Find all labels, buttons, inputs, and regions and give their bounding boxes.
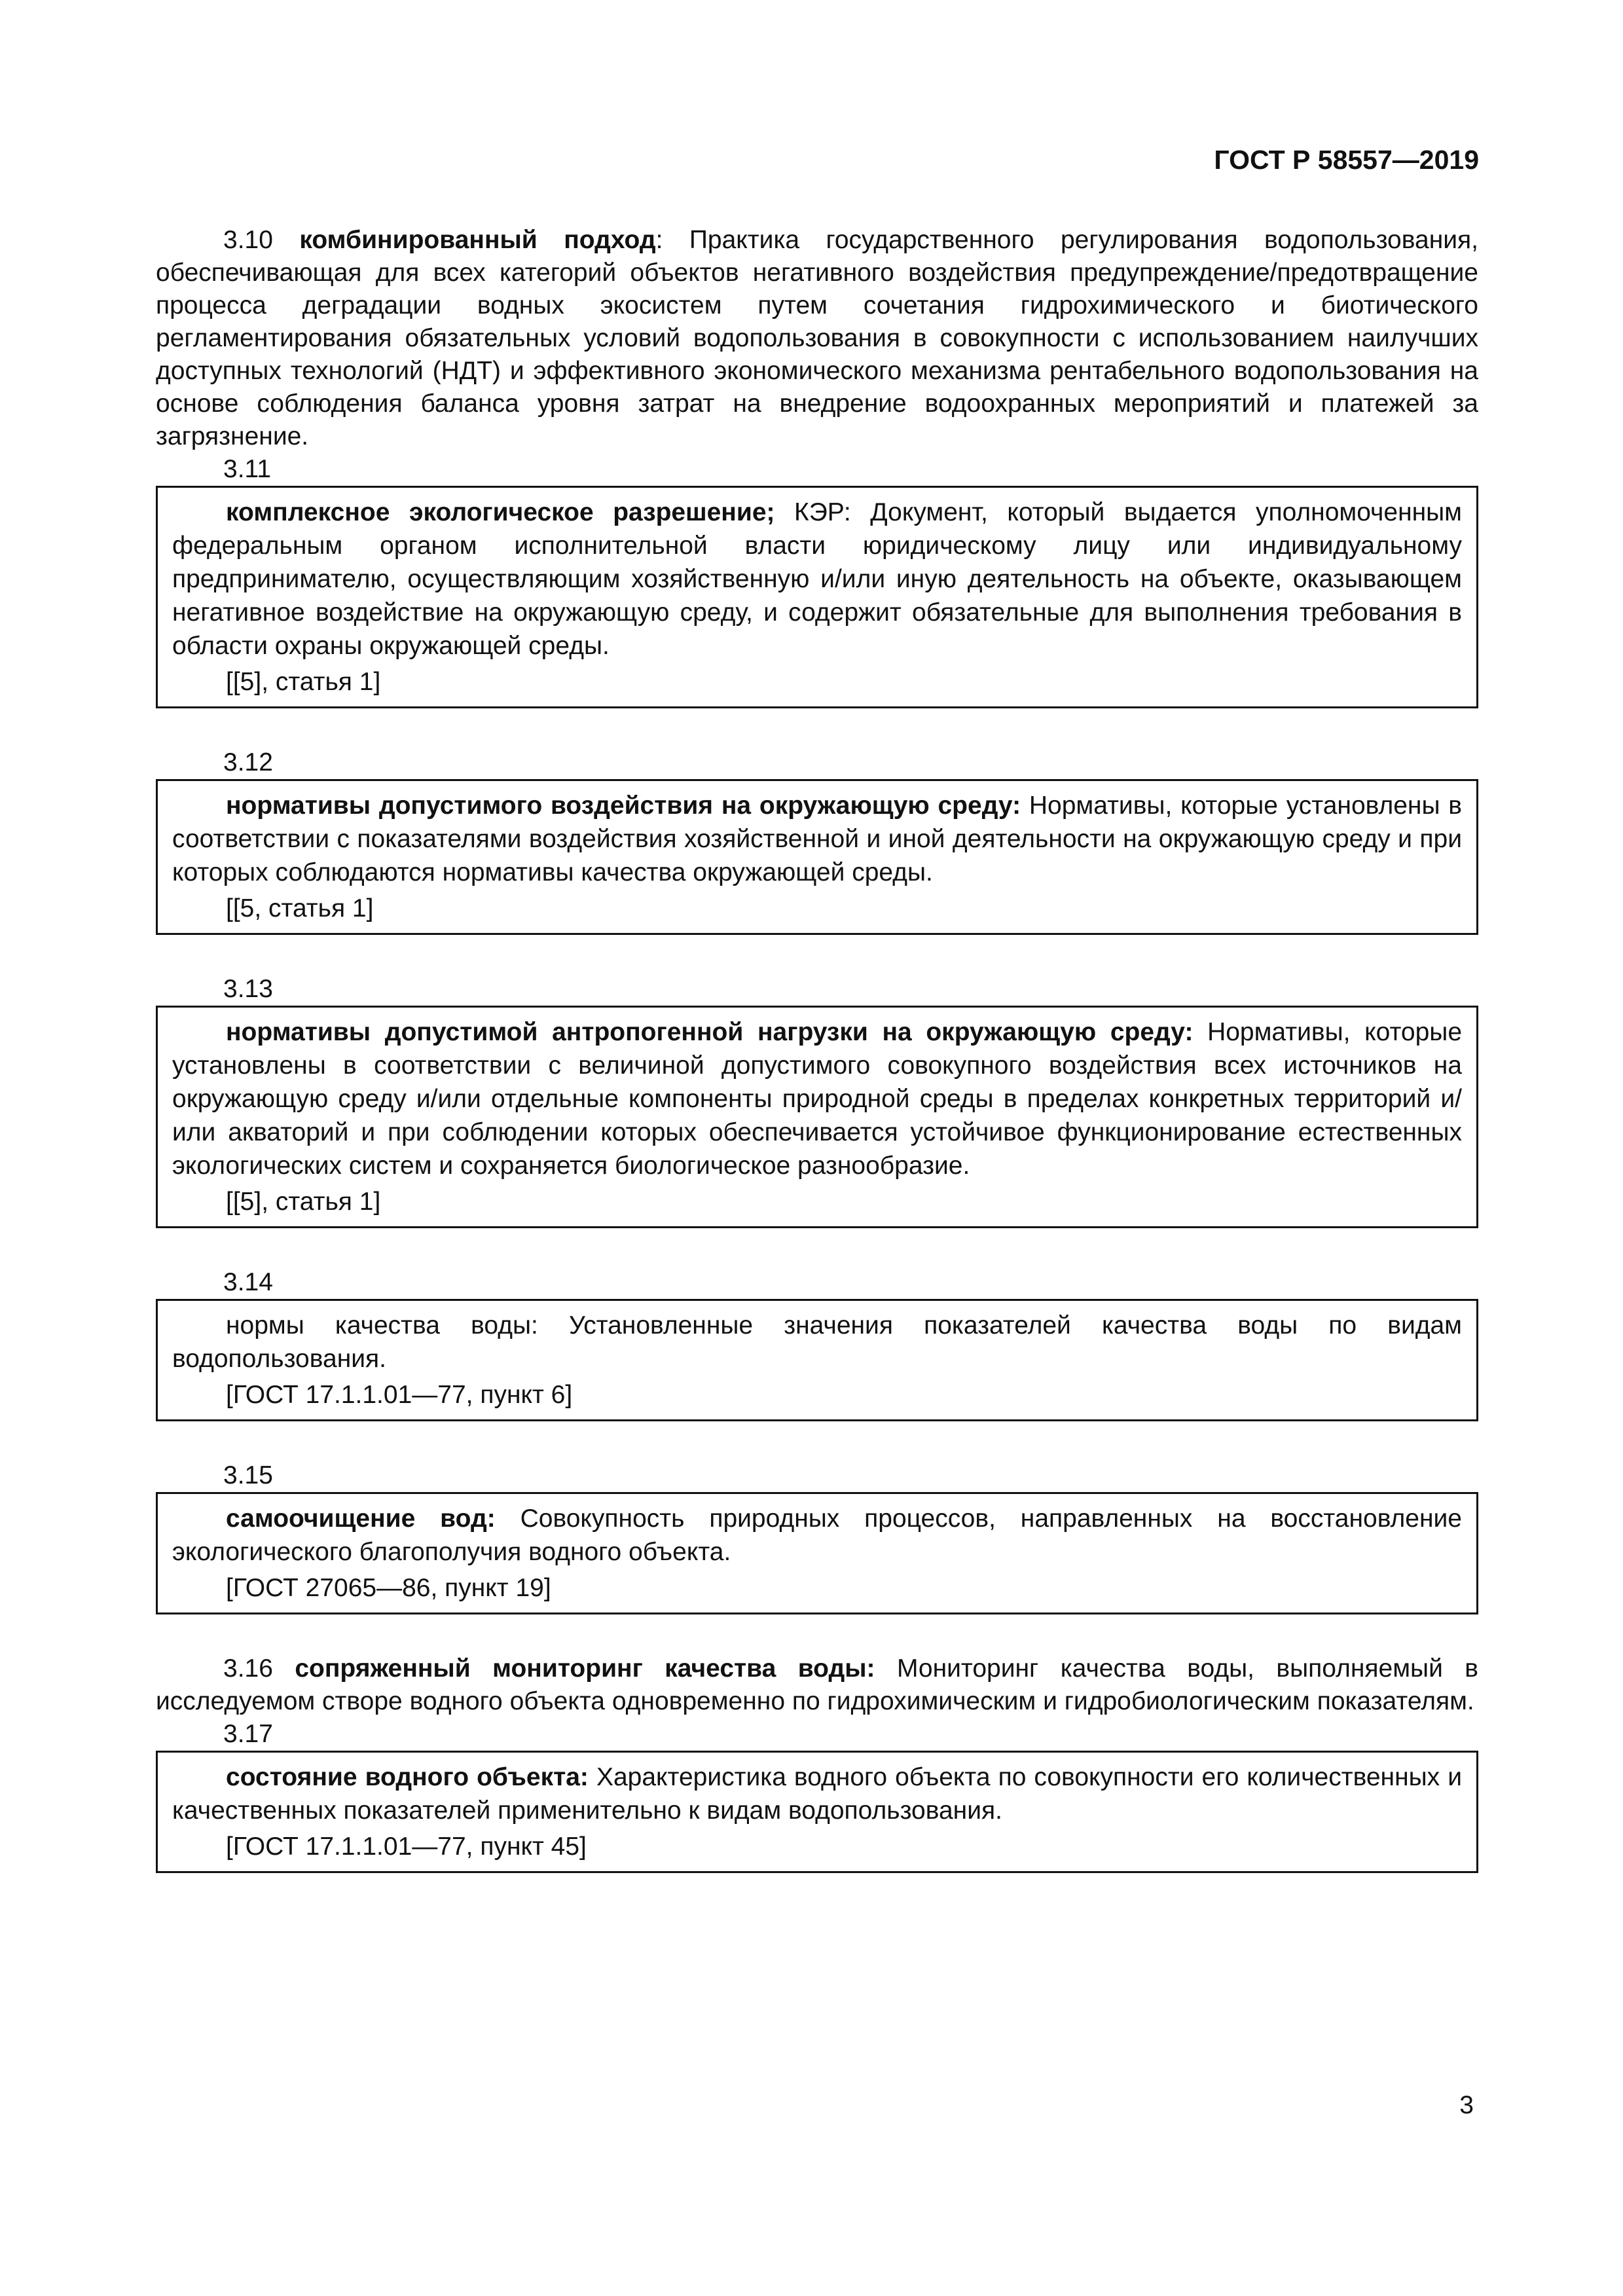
terms-section [156,224,1478,1873]
term-title: сопряженный мониторинг качества воды: [295,1654,875,1683]
term-3-16 [156,1652,1478,1718]
term-source: [ГОСТ 17.1.1.01—77, пункт 45] [226,1832,587,1861]
term-box-3-15 [156,1492,1478,1614]
term-source: [ГОСТ 17.1.1.01—77, пункт 6] [226,1381,573,1409]
term-title: комплексное экологическое разрешение; [226,498,775,526]
term-number-3-15: 3.15 [223,1461,273,1489]
term-definition: нормы качества воды: Установленные значения показателей качества воды по видам водопользования. [172,1311,1462,1373]
term-box-3-11 [156,486,1478,708]
term-title: состояние водного объекта: [226,1763,589,1791]
term-source: [[5], статья 1] [226,668,381,696]
term-number: 3.10 [223,226,273,254]
term-title: комбинированный подход [299,226,656,254]
term-definition: КЭР: Документ, который выдается уполномоченным федеральным органом исполнительной власти юридическому лицу или индивидуальному предпринимателю, осуществляющим хозяйственную и/или иную деятельность на объекте, оказывающем негативное воздействие на окружающую среду, и содержит обязательные для выполнения требования в области охраны окружающей среды. [172,498,1462,660]
document-code-header: ГОСТ Р 58557—2019 [1214,145,1479,175]
term-source: [[5], статья 1] [226,1188,381,1216]
term-box-3-13 [156,1006,1478,1228]
term-number-3-12: 3.12 [223,748,273,776]
term-3-10 [156,224,1478,453]
term-definition: Нормативы, которые установлены в соответствии с величиной допустимого совокупного воздействия всех источников на окружающую среду и/или отдельные компоненты природной среды в пределах конкретных территорий и/или акваторий и при соблюдении которых обеспечивается устойчивое функционирование естественных экологических систем и сохраняется биологическое разнообразие. [172,1018,1463,1180]
term-definition: : Практика государственного регулирования водопользования, обеспечивающая для всех категорий объектов негативного воздействия предупреждение/предотвращение процесса деградации водных экосистем путем сочетания гидрохимического и биотического регламентирования обязательных условий водопользования в совокупности с использованием наилучших доступных технологий (НДТ) и эффективного экономического механизма рентабельного водопользования на основе соблюдения баланса уровня затрат на внедрение водоохранных мероприятий и платежей за загрязнение. [156,226,1478,450]
term-definition: Характеристика водного объекта по совокупности его количественных и качественных показателей применительно к видам водопользования. [172,1763,1462,1825]
term-title: нормативы допустимого воздействия на окружающую среду: [226,792,1021,820]
term-definition: Мониторинг качества воды, выполняемый в исследуемом створе водного объекта одновременно по гидрохимическим и гидробиологическим показателям. [156,1654,1479,1715]
term-title: нормативы допустимой антропогенной нагрузки на окружающую среду: [226,1018,1194,1046]
term-source: [[5, статья 1] [226,894,374,922]
term-box-3-12 [156,779,1478,935]
page-number: 3 [1459,2091,1474,2119]
term-source: [ГОСТ 27065—86, пункт 19] [226,1574,551,1602]
term-box-3-14 [156,1299,1478,1421]
term-number-3-14: 3.14 [223,1268,273,1296]
term-number-3-17: 3.17 [223,1720,273,1748]
term-number: 3.16 [223,1654,273,1683]
term-number-3-13: 3.13 [223,975,273,1003]
term-box-3-17 [156,1751,1478,1873]
term-number-3-11: 3.11 [223,455,272,483]
term-definition: Нормативы, которые установлены в соответствии с показателями воздействия хозяйственной и иной деятельности на окружающую среду и при которых соблюдаются нормативы качества окружающей среды. [172,792,1462,886]
term-definition: Совокупность природных процессов, направленных на восстановление экологического благополучия водного объекта. [172,1504,1462,1566]
term-title: самоочищение вод: [226,1504,496,1533]
